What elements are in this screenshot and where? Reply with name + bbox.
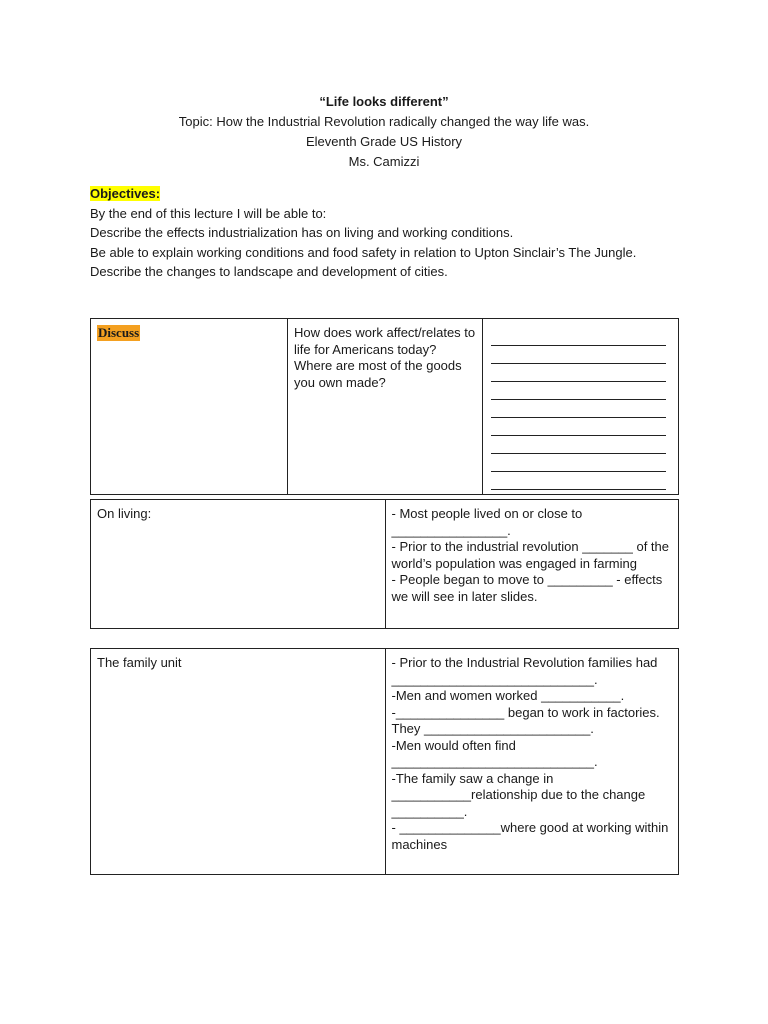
topic-line: Topic: How the Industrial Revolution radically changed the way life was. — [178, 114, 590, 129]
answer-blank-line[interactable] — [491, 472, 666, 490]
answer-blank-line[interactable] — [491, 418, 666, 436]
discuss-question-cell — [288, 319, 483, 495]
course-line: Eleventh Grade US History — [305, 134, 463, 149]
living-notes: - Most people lived on or close to ________________. - Prior to the industrial revolution _______ of the world’s population was engaged in farming - People began to move to _________ - effects we will see in later slides. — [391, 506, 670, 604]
answer-blank-line[interactable] — [491, 364, 666, 382]
answer-blank-line[interactable] — [491, 346, 666, 364]
living-label: On living: — [97, 506, 152, 521]
answer-blank-line[interactable] — [491, 400, 666, 418]
teacher-line: Ms. Camizzi — [348, 154, 420, 169]
family-notes-cell[interactable] — [385, 649, 679, 875]
header — [0, 92, 768, 172]
discuss-question: How does work affect/relates to life for Americans today? Where are most of the goods you own made? — [294, 325, 476, 390]
family-label-cell — [91, 649, 386, 875]
living-notes-cell[interactable] — [385, 500, 679, 629]
discuss-answer-cell[interactable] — [483, 319, 679, 495]
objective-line: Be able to explain working conditions and food safety in relation to Upton Sinclair’s The Jungle. — [90, 244, 637, 260]
discuss-table — [90, 318, 679, 495]
family-label: The family unit — [97, 655, 182, 670]
answer-blank-line[interactable] — [491, 323, 666, 346]
answer-blank-line[interactable] — [491, 454, 666, 472]
living-label-cell — [91, 500, 386, 629]
objective-line: By the end of this lecture I will be able to: — [90, 205, 327, 221]
worksheet-title: “Life looks different” — [319, 94, 449, 109]
answer-lines[interactable] — [489, 323, 672, 490]
discuss-label: Discuss — [98, 325, 140, 340]
objective-line: Describe the changes to landscape and development of cities. — [90, 264, 448, 279]
family-notes: - Prior to the Industrial Revolution families had ____________________________. -Men and women worked ___________. -_______________ began to work in factories. They _______________________. -Men would often find ____________________________. -The family saw a change in ___________relationship due to the change __________. - ______________where good at working within machines — [391, 655, 669, 852]
objective-line: Describe the effects industrialization has on living and working conditions. — [90, 225, 514, 240]
objectives-heading: Objectives: — [90, 186, 161, 201]
answer-blank-line[interactable] — [491, 382, 666, 400]
objectives-section — [90, 184, 690, 282]
living-table — [90, 499, 679, 629]
answer-blank-line[interactable] — [491, 436, 666, 454]
family-table — [90, 648, 679, 875]
discuss-label-cell — [91, 319, 288, 495]
